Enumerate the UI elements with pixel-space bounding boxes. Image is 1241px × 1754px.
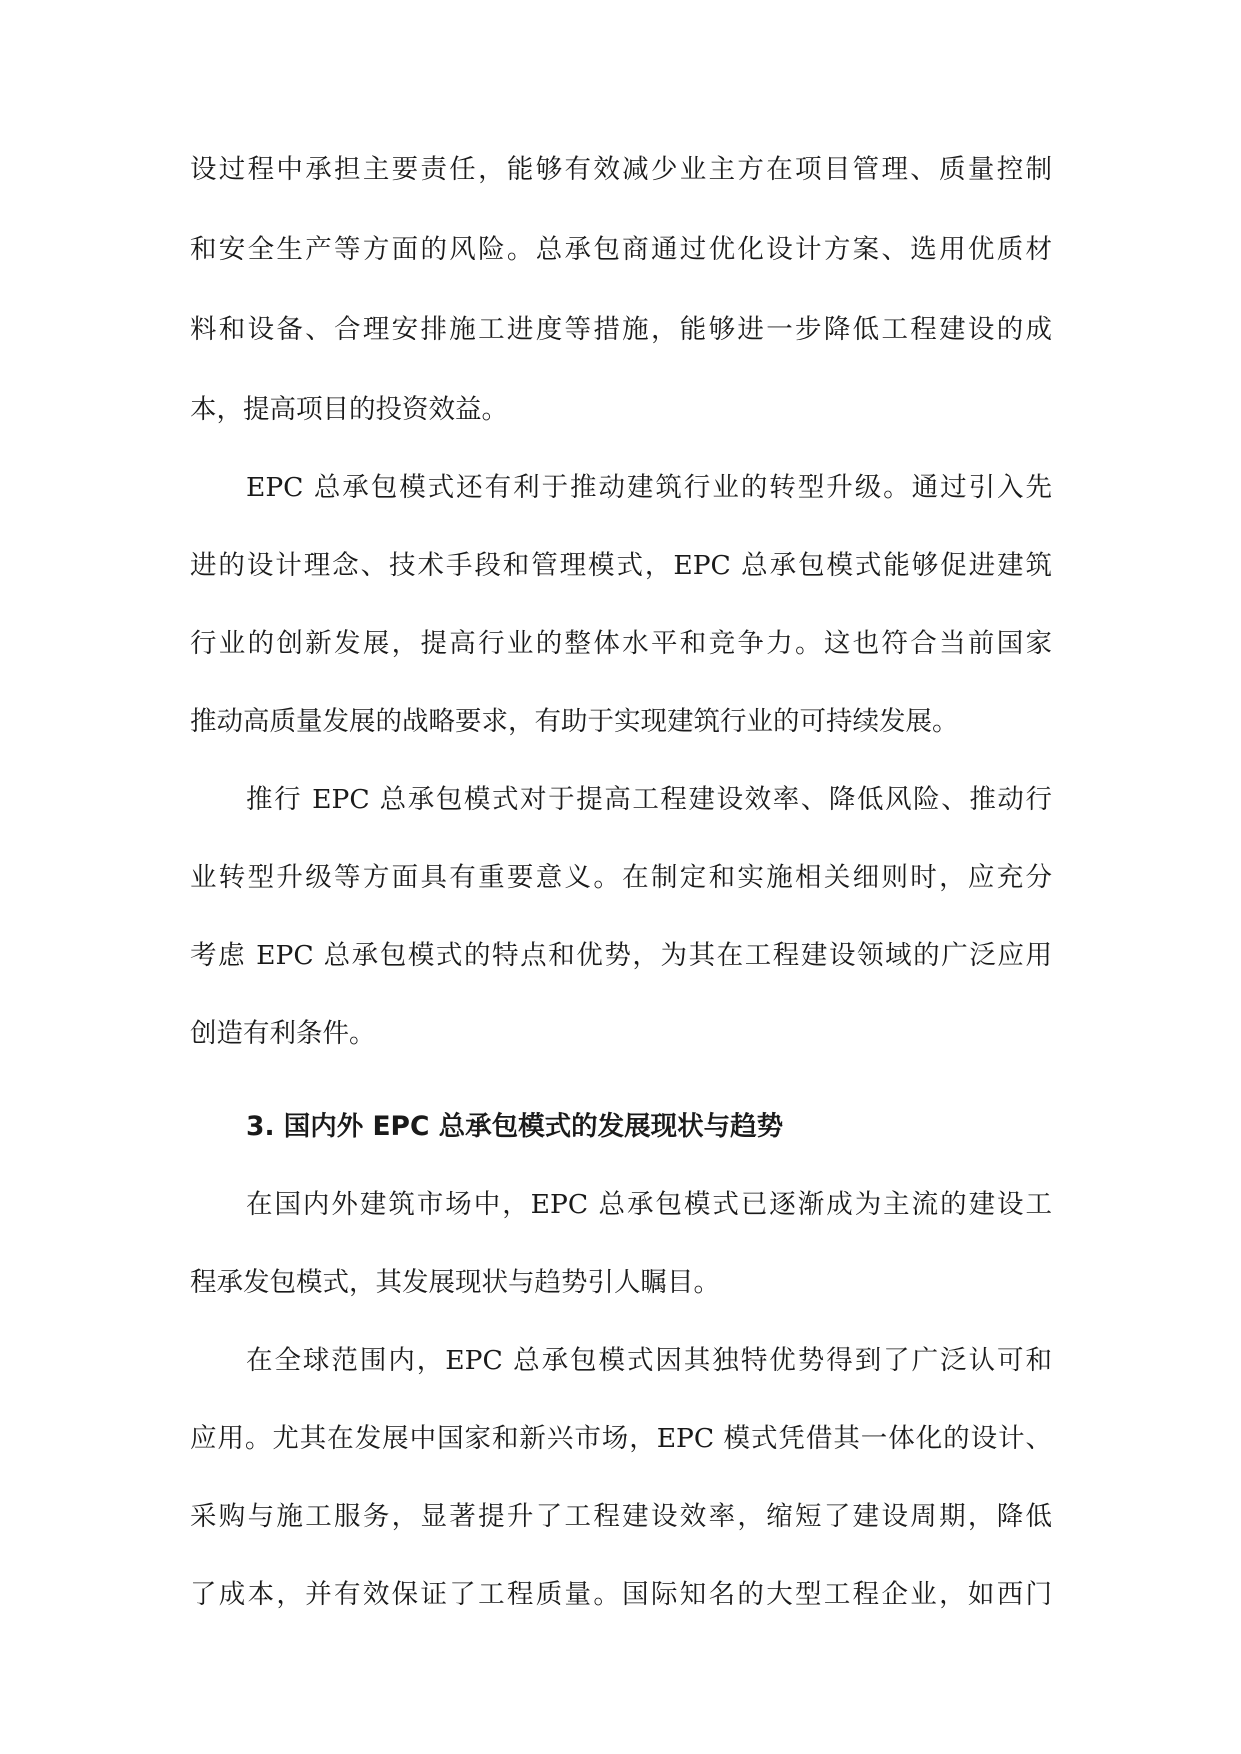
- paragraph-4-line-1: 在国内外建筑市场中，EPC 总承包模式已逐渐成为主流的建设工: [246, 1189, 1052, 1220]
- paragraph-5-line-1: 在全球范围内，EPC 总承包模式因其独特优势得到了广泛认可和: [246, 1345, 1052, 1376]
- paragraph-3-line-2: 业转型升级等方面具有重要意义。在制定和实施相关细则时，应充分: [190, 862, 1052, 893]
- paragraph-1-line-3: 料和设备、合理安排施工进度等措施，能够进一步降低工程建设的成: [190, 314, 1052, 345]
- paragraph-5-line-2: 应用。尤其在发展中国家和新兴市场，EPC 模式凭借其一体化的设计、: [190, 1423, 1052, 1454]
- section-heading: 3. 国内外 EPC 总承包模式的发展现状与趋势: [246, 1111, 784, 1142]
- paragraph-2-line-3: 行业的创新发展，提高行业的整体水平和竞争力。这也符合当前国家: [190, 628, 1052, 659]
- paragraph-2-line-2: 进的设计理念、技术手段和管理模式，EPC 总承包模式能够促进建筑: [190, 550, 1052, 581]
- paragraph-1-line-4: 本，提高项目的投资效益。: [190, 394, 508, 425]
- paragraph-1-line-2: 和安全生产等方面的风险。总承包商通过优化设计方案、选用优质材: [190, 234, 1052, 265]
- paragraph-3-line-4: 创造有利条件。: [190, 1018, 376, 1049]
- paragraph-5-line-4: 了成本，并有效保证了工程质量。国际知名的大型工程企业，如西门: [190, 1579, 1052, 1610]
- paragraph-5-line-3: 采购与施工服务，显著提升了工程建设效率，缩短了建设周期，降低: [190, 1501, 1052, 1532]
- paragraph-3-line-3: 考虑 EPC 总承包模式的特点和优势，为其在工程建设领域的广泛应用: [190, 940, 1052, 971]
- paragraph-4-line-2: 程承发包模式，其发展现状与趋势引人瞩目。: [190, 1267, 720, 1298]
- paragraph-2-line-1: EPC 总承包模式还有利于推动建筑行业的转型升级。通过引入先: [246, 472, 1052, 503]
- paragraph-3-line-1: 推行 EPC 总承包模式对于提高工程建设效率、降低风险、推动行: [246, 784, 1052, 815]
- paragraph-1-line-1: 设过程中承担主要责任，能够有效减少业主方在项目管理、质量控制: [190, 154, 1052, 185]
- paragraph-2-line-4: 推动高质量发展的战略要求，有助于实现建筑行业的可持续发展。: [190, 706, 959, 737]
